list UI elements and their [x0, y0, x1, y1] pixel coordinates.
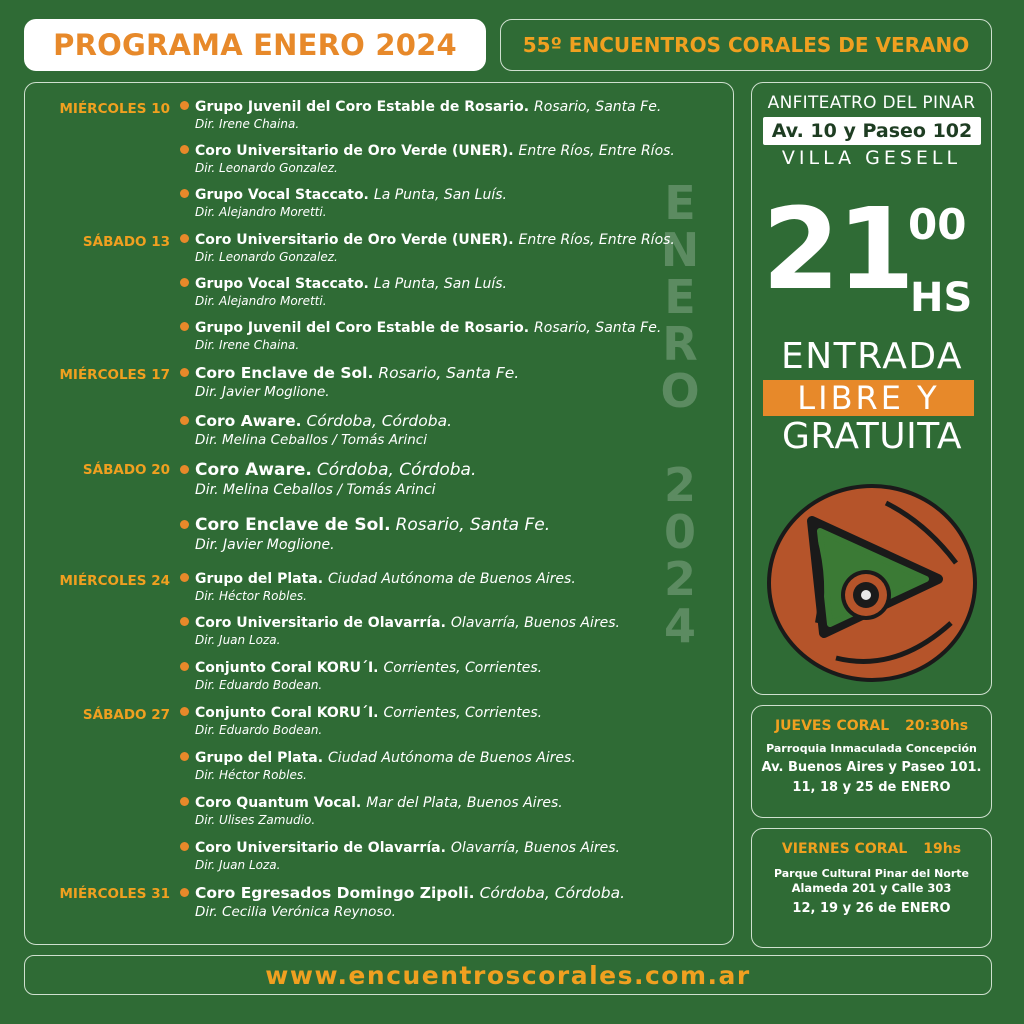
bullet-icon — [180, 322, 189, 331]
choir-director: Dir. Cecilia Verónica Reynoso. — [195, 904, 396, 920]
jueves-place: Parroquia Inmaculada Concepción — [766, 742, 977, 755]
program-entry — [180, 276, 507, 308]
choir-place: Rosario, Santa Fe. — [534, 99, 662, 115]
choir-name: Grupo Vocal Staccato. — [195, 276, 369, 292]
jueves-coral-panel — [751, 705, 992, 818]
choir-director: Dir. Melina Ceballos / Tomás Arinci — [195, 432, 427, 448]
bullet-icon — [180, 368, 189, 377]
jueves-time: 20:30hs — [905, 718, 969, 734]
program-entry — [180, 187, 507, 219]
choir-director: Dir. Ulises Zamudio. — [195, 813, 316, 827]
jueves-title: JUEVES CORAL — [774, 718, 890, 734]
program-entry — [180, 615, 620, 647]
choir-place: Corrientes, Corrientes. — [383, 705, 543, 721]
watermark-letter: 4 — [663, 599, 696, 653]
choir-director: Dir. Juan Loza. — [195, 858, 281, 872]
venue-address: Av. 10 y Paseo 102 — [763, 117, 981, 145]
choir-place: Olavarría, Buenos Aires. — [450, 615, 620, 631]
day-label: SÁBADO 20 — [82, 462, 170, 478]
watermark-letter: R — [662, 317, 698, 371]
jueves-dates: 11, 18 y 25 de ENERO — [792, 780, 951, 795]
bullet-icon — [180, 101, 189, 110]
free-label: LIBRE Y — [763, 380, 974, 416]
choir-place: Ciudad Autónoma de Buenos Aires. — [328, 571, 576, 587]
watermark-letter: E — [664, 176, 696, 230]
watermark-letter: 0 — [663, 505, 696, 559]
day-label: MIÉRCOLES 24 — [59, 573, 170, 589]
program-entry — [180, 99, 661, 131]
viernes-dates: 12, 19 y 26 de ENERO — [792, 901, 951, 916]
bullet-icon — [180, 416, 189, 425]
choir-place: Córdoba, Córdoba. — [306, 412, 453, 430]
program-entry — [180, 795, 563, 827]
choir-director: Dir. Alejandro Moretti. — [195, 205, 327, 219]
choir-name: Coro Aware. — [195, 460, 312, 480]
watermark-letter: N — [660, 223, 700, 277]
choir-name: Conjunto Coral KORU´I. — [195, 705, 379, 721]
bullet-icon — [180, 234, 189, 243]
choir-place: La Punta, San Luís. — [373, 276, 507, 292]
program-entry — [180, 840, 620, 872]
bullet-icon — [180, 145, 189, 154]
choir-director: Dir. Eduardo Bodean. — [195, 678, 323, 692]
day-label: MIÉRCOLES 10 — [59, 101, 170, 117]
viernes-place: Parque Cultural Pinar del Norte — [773, 867, 969, 880]
choir-name: Coro Universitario de Olavarría. — [195, 615, 446, 631]
jueves-address: Av. Buenos Aires y Paseo 101. — [761, 760, 982, 775]
program-entry — [180, 364, 519, 400]
choir-name: Coro Enclave de Sol. — [195, 515, 391, 535]
choir-place: La Punta, San Luís. — [373, 187, 507, 203]
choir-place: Olavarría, Buenos Aires. — [450, 840, 620, 856]
event-hs: HS — [910, 275, 973, 321]
viernes-time: 19hs — [923, 841, 962, 857]
choir-name: Coro Aware. — [195, 412, 302, 430]
bullet-icon — [180, 662, 189, 671]
choir-place: Rosario, Santa Fe. — [395, 515, 551, 535]
viernes-address: Alameda 201 y Calle 303 — [791, 881, 952, 895]
choir-director: Dir. Leonardo Gonzalez. — [195, 250, 338, 264]
choir-place: Entre Ríos, Entre Ríos. — [518, 232, 675, 248]
choir-name: Coro Universitario de Olavarría. — [195, 840, 446, 856]
choir-name: Coro Quantum Vocal. — [195, 795, 362, 811]
choir-name: Grupo Juvenil del Coro Estable de Rosario. — [195, 99, 530, 115]
event-minutes: 00 — [908, 200, 967, 249]
day-label: SÁBADO 13 — [82, 234, 170, 250]
choir-director: Dir. Alejandro Moretti. — [195, 294, 327, 308]
choir-place: Corrientes, Corrientes. — [383, 660, 543, 676]
program-entry — [180, 460, 476, 498]
choir-place: Mar del Plata, Buenos Aires. — [366, 795, 563, 811]
watermark-letter: 2 — [663, 458, 696, 512]
festival-logo-icon — [766, 483, 978, 683]
day-label: MIÉRCOLES 31 — [59, 886, 170, 902]
bullet-icon — [180, 617, 189, 626]
choir-place: Rosario, Santa Fe. — [378, 364, 520, 382]
free-of-charge-label: GRATUITA — [781, 416, 963, 457]
day-label: MIÉRCOLES 17 — [59, 367, 170, 383]
choir-name: Conjunto Coral KORU´I. — [195, 660, 379, 676]
program-entry — [180, 320, 661, 352]
program-entry — [180, 660, 542, 692]
bullet-icon — [180, 465, 189, 474]
choir-name: Coro Egresados Domingo Zipoli. — [195, 884, 475, 902]
program-entry — [180, 412, 452, 448]
program-title: PROGRAMA ENERO 2024 — [24, 19, 486, 71]
choir-name: Coro Enclave de Sol. — [195, 364, 374, 382]
venue-name: ANFITEATRO DEL PINAR — [767, 93, 976, 113]
choir-place: Córdoba, Córdoba. — [316, 460, 477, 480]
viernes-coral-panel — [751, 828, 992, 948]
day-label: SÁBADO 27 — [82, 707, 170, 723]
bullet-icon — [180, 842, 189, 851]
viernes-title: VIERNES CORAL — [781, 841, 908, 857]
choir-director: Dir. Javier Moglione. — [195, 384, 330, 400]
bullet-icon — [180, 707, 189, 716]
program-entry — [180, 143, 675, 175]
choir-director: Dir. Irene Chaina. — [195, 117, 300, 131]
bullet-icon — [180, 752, 189, 761]
program-entry — [180, 884, 625, 920]
bullet-icon — [180, 797, 189, 806]
choir-director: Dir. Leonardo Gonzalez. — [195, 161, 338, 175]
choir-name: Grupo Juvenil del Coro Estable de Rosario. — [195, 320, 530, 336]
event-hour: 21 — [762, 185, 912, 315]
choir-place: Rosario, Santa Fe. — [534, 320, 662, 336]
bullet-icon — [180, 520, 189, 529]
watermark-letter: 2 — [663, 552, 696, 606]
choir-director: Dir. Melina Ceballos / Tomás Arinci — [195, 482, 436, 498]
choir-director: Dir. Javier Moglione. — [195, 537, 335, 553]
choir-name: Coro Universitario de Oro Verde (UNER). — [195, 143, 514, 159]
program-entry — [180, 705, 542, 737]
bullet-icon — [180, 278, 189, 287]
website-link[interactable]: www.encuentroscorales.com.ar — [24, 955, 992, 995]
bullet-icon — [180, 189, 189, 198]
choir-place: Ciudad Autónoma de Buenos Aires. — [328, 750, 576, 766]
choir-place: Entre Ríos, Entre Ríos. — [518, 143, 675, 159]
program-entry — [180, 571, 576, 603]
program-entry — [180, 750, 576, 782]
choir-director: Dir. Eduardo Bodean. — [195, 723, 323, 737]
choir-director: Dir. Héctor Robles. — [195, 768, 307, 782]
choir-place: Córdoba, Córdoba. — [479, 884, 626, 902]
venue-city: VILLA GESELL — [781, 147, 962, 169]
event-subtitle: 55º ENCUENTROS CORALES DE VERANO — [500, 19, 992, 71]
choir-director: Dir. Héctor Robles. — [195, 589, 307, 603]
program-entry — [180, 232, 675, 264]
choir-name: Grupo del Plata. — [195, 750, 324, 766]
watermark-letter: E — [664, 270, 696, 324]
choir-name: Grupo del Plata. — [195, 571, 324, 587]
choir-director: Dir. Irene Chaina. — [195, 338, 300, 352]
choir-name: Coro Universitario de Oro Verde (UNER). — [195, 232, 514, 248]
choir-name: Grupo Vocal Staccato. — [195, 187, 369, 203]
bullet-icon — [180, 573, 189, 582]
choir-director: Dir. Juan Loza. — [195, 633, 281, 647]
program-entry — [180, 515, 550, 553]
watermark-letter: O — [660, 364, 700, 418]
entry-label: ENTRADA — [780, 336, 964, 377]
bullet-icon — [180, 888, 189, 897]
